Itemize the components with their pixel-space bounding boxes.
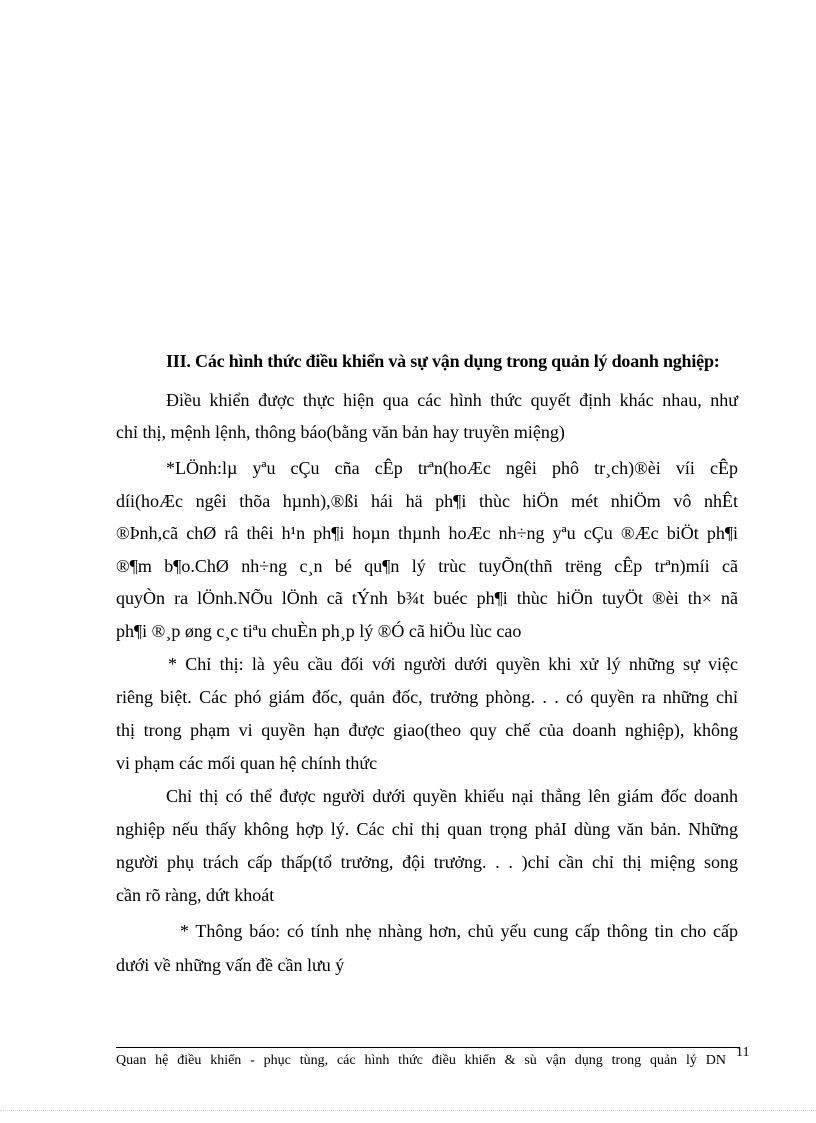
text-line: ph¶i ®¸p øng c¸c tiªu chuÈn ph¸p lý ®Ó cã hiÖu lùc cao	[116, 620, 522, 641]
text-line: vi phạm các mối quan hệ chính thức	[116, 753, 378, 773]
paragraph-thong-bao	[116, 914, 738, 982]
text-line: người phụ trách cấp thấp(tổ trưởng, đội trưởng. . . )chỉ cần chỉ thị miệng song	[116, 852, 738, 872]
text-line: dưới về những vấn đề cần lưu ý	[116, 955, 345, 975]
text-line: Điều khiển được thực hiện qua các hình thức quyết định khác nhau, như	[166, 390, 738, 410]
page-edge-divider	[0, 1110, 816, 1111]
footer-text: Quan hệ điều khiển - phục tùng, các hình thức điều khiển & sù vận dụng trong quản lý DN	[116, 1053, 726, 1068]
text-line: *LÖnh:lµ yªu cÇu cña cÊp trªn(hoÆc ngêi phô tr¸ch)®èi víi cÊp	[166, 458, 738, 478]
page-number: 11	[736, 1045, 750, 1060]
paragraph-intro	[116, 384, 738, 448]
text-line: chỉ thị, mệnh lệnh, thông báo(bằng văn bản hay truyền miệng)	[116, 422, 565, 442]
text-line: riêng biệt. Các phó giám đốc, quản đốc, trưởng phòng. . . có quyền ra những chỉ	[116, 687, 738, 707]
text-line: Chỉ thị có thể được người dưới quyền khiếu nại thẳng lên giám đốc doanh	[166, 786, 738, 806]
text-line: * Chỉ thị: là yêu cầu đối với người dưới quyền khi xử lý những sự việc	[168, 654, 738, 674]
text-line: ®Þnh,cã chØ râ thêi h¹n ph¶i hoµn thµnh hoÆc nh÷ng yªu cÇu ®Æc biÖt ph¶i	[116, 523, 738, 543]
paragraph-chi-thi-detail	[116, 780, 738, 912]
text-line: díi(hoÆc ngêi thõa hµnh),®ßi hái hä ph¶i thùc hiÖn mét nhiÖm vô nhÊt	[116, 490, 738, 511]
section-heading: III. Các hình thức điều khiển và sự vận dụng trong quản lý doanh nghiệp:	[166, 351, 720, 371]
footer-divider	[116, 1047, 740, 1048]
text-line: cần rõ ràng, dứt khoát	[116, 885, 275, 905]
paragraph-lenh	[116, 452, 738, 647]
text-line: * Thông báo: có tính nhẹ nhàng hơn, chủ yếu cung cấp thông tin cho cấp	[180, 921, 738, 941]
text-line: nghiệp nếu thấy không hợp lý. Các chỉ thị quan trọng phảI dùng văn bản. Những	[116, 819, 738, 839]
text-line: quyÒn ra lÖnh.NÕu lÖnh cã tÝnh b¾t buéc ph¶i thùc hiÖn tuyÖt ®èi th× nã	[116, 588, 738, 608]
text-line: thị trong phạm vi quyền hạn được giao(theo quy chế của doanh nghiệp), không	[116, 720, 738, 740]
paragraph-chi-thi	[116, 648, 738, 780]
text-line: ®¶m b¶o.ChØ nh÷ng c¸n bé qu¶n lý trùc tuyÕn(thñ trëng cÊp trªn)míi cã	[116, 555, 738, 576]
